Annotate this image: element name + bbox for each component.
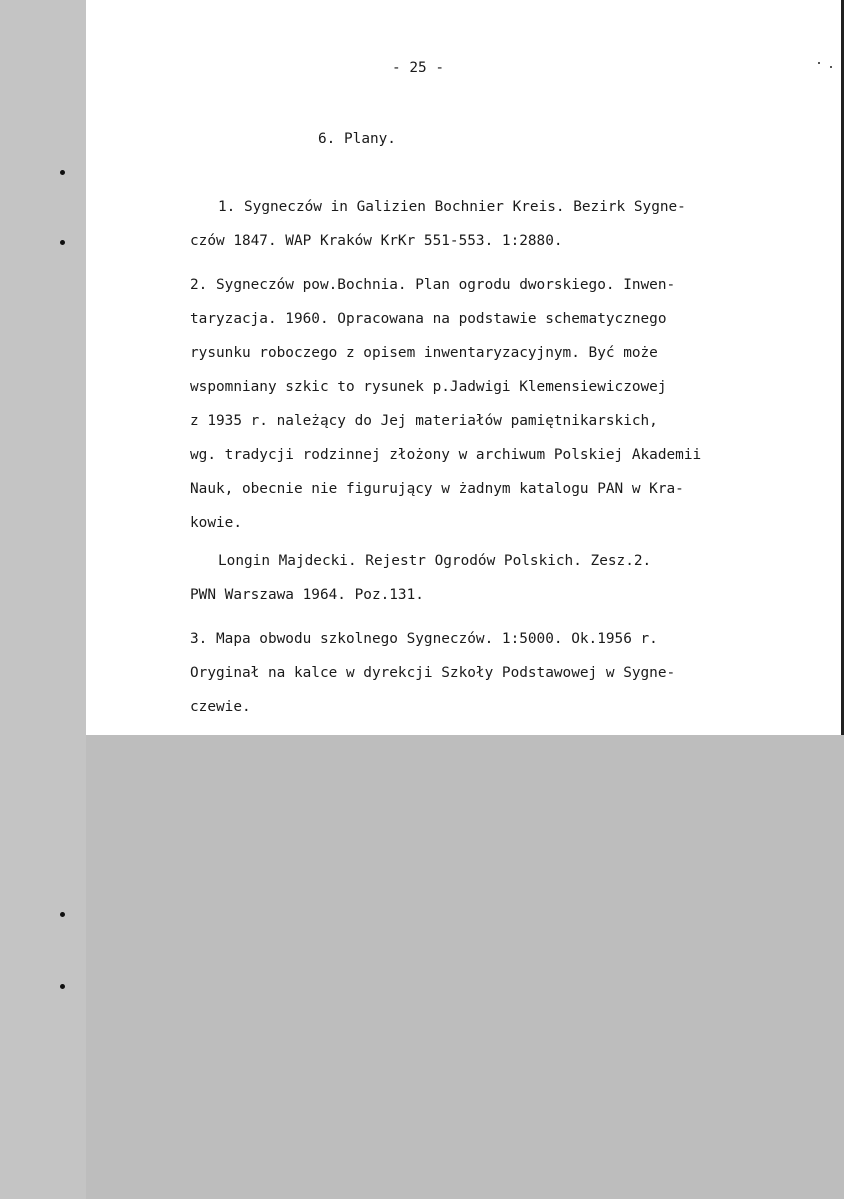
entry-1-line-1: 1. Sygneczów in Galizien Bochnier Kreis. Bezirk Sygne- — [218, 199, 686, 215]
scan-background-left — [0, 0, 86, 1199]
entry-2-line-3: rysunku roboczego z opisem inwentaryzacyjnym. Być może — [190, 345, 658, 361]
page-number: - 25 - — [392, 60, 444, 76]
scan-speck — [818, 62, 820, 64]
scan-speck — [830, 66, 832, 68]
entry-3-line-1: 3. Mapa obwodu szkolnego Sygneczów. 1:5000. Ok.1956 r. — [190, 631, 658, 647]
entry-2b-line-1: Longin Majdecki. Rejestr Ogrodów Polskich. Zesz.2. — [218, 553, 652, 569]
entry-2b-line-2: PWN Warszawa 1964. Poz.131. — [190, 587, 424, 603]
entry-2-line-8: kowie. — [190, 515, 242, 531]
entry-2-line-4: wspomniany szkic to rysunek p.Jadwigi Klemensiewiczowej — [190, 379, 667, 395]
paper-sheet — [86, 0, 844, 735]
punch-hole-mark — [60, 984, 65, 989]
entry-3-line-3: czewie. — [190, 699, 251, 715]
entry-2-line-6: wg. tradycji rodzinnej złożony w archiwum Polskiej Akademii — [190, 447, 702, 463]
entry-3-line-2: Oryginał na kalce w dyrekcji Szkoły Podstawowej w Sygne- — [190, 665, 676, 681]
entry-2-line-7: Nauk, obecnie nie figurujący w żadnym katalogu PAN w Kra- — [190, 481, 684, 497]
section-heading: 6. Plany. — [318, 131, 396, 147]
punch-hole-mark — [60, 240, 65, 245]
entry-2-line-1: 2. Sygneczów pow.Bochnia. Plan ogrodu dworskiego. Inwen- — [190, 277, 676, 293]
punch-hole-mark — [60, 170, 65, 175]
punch-hole-mark — [60, 912, 65, 917]
entry-2-line-5: z 1935 r. należący do Jej materiałów pamiętnikarskich, — [190, 413, 658, 429]
entry-1-line-2: czów 1847. WAP Kraków KrKr 551-553. 1:2880. — [190, 233, 563, 249]
entry-2-line-2: taryzacja. 1960. Opracowana na podstawie schematycznego — [190, 311, 667, 327]
